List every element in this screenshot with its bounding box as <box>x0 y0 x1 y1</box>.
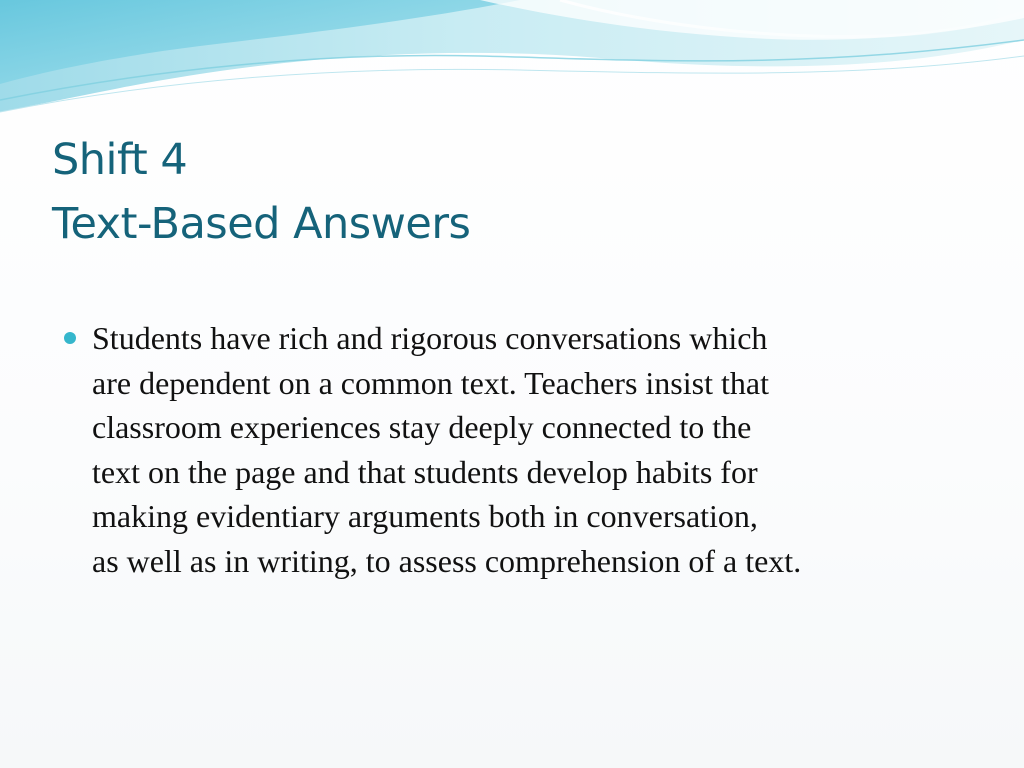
wave-banner-icon <box>0 0 1024 130</box>
bullet-line: are dependent on a common text. Teachers insist that <box>92 364 769 401</box>
bullet-list <box>62 316 982 583</box>
slide-title-line: Shift 4 <box>52 135 188 185</box>
bullet-line: as well as in writing, to assess comprehension of a text. <box>92 542 802 579</box>
bullet-dot-icon <box>64 332 76 344</box>
bullet-line: Students have rich and rigorous conversations which <box>92 320 768 356</box>
bullet-item <box>62 316 982 583</box>
bullet-line: classroom experiences stay deeply connected to the <box>92 409 752 445</box>
bullet-line: text on the page and that students develop habits for <box>92 453 758 490</box>
bullet-line: making evidentiary arguments both in conversation, <box>92 498 758 534</box>
slide-title-line: Text-Based Answers <box>52 199 471 249</box>
slide-title <box>52 128 470 256</box>
